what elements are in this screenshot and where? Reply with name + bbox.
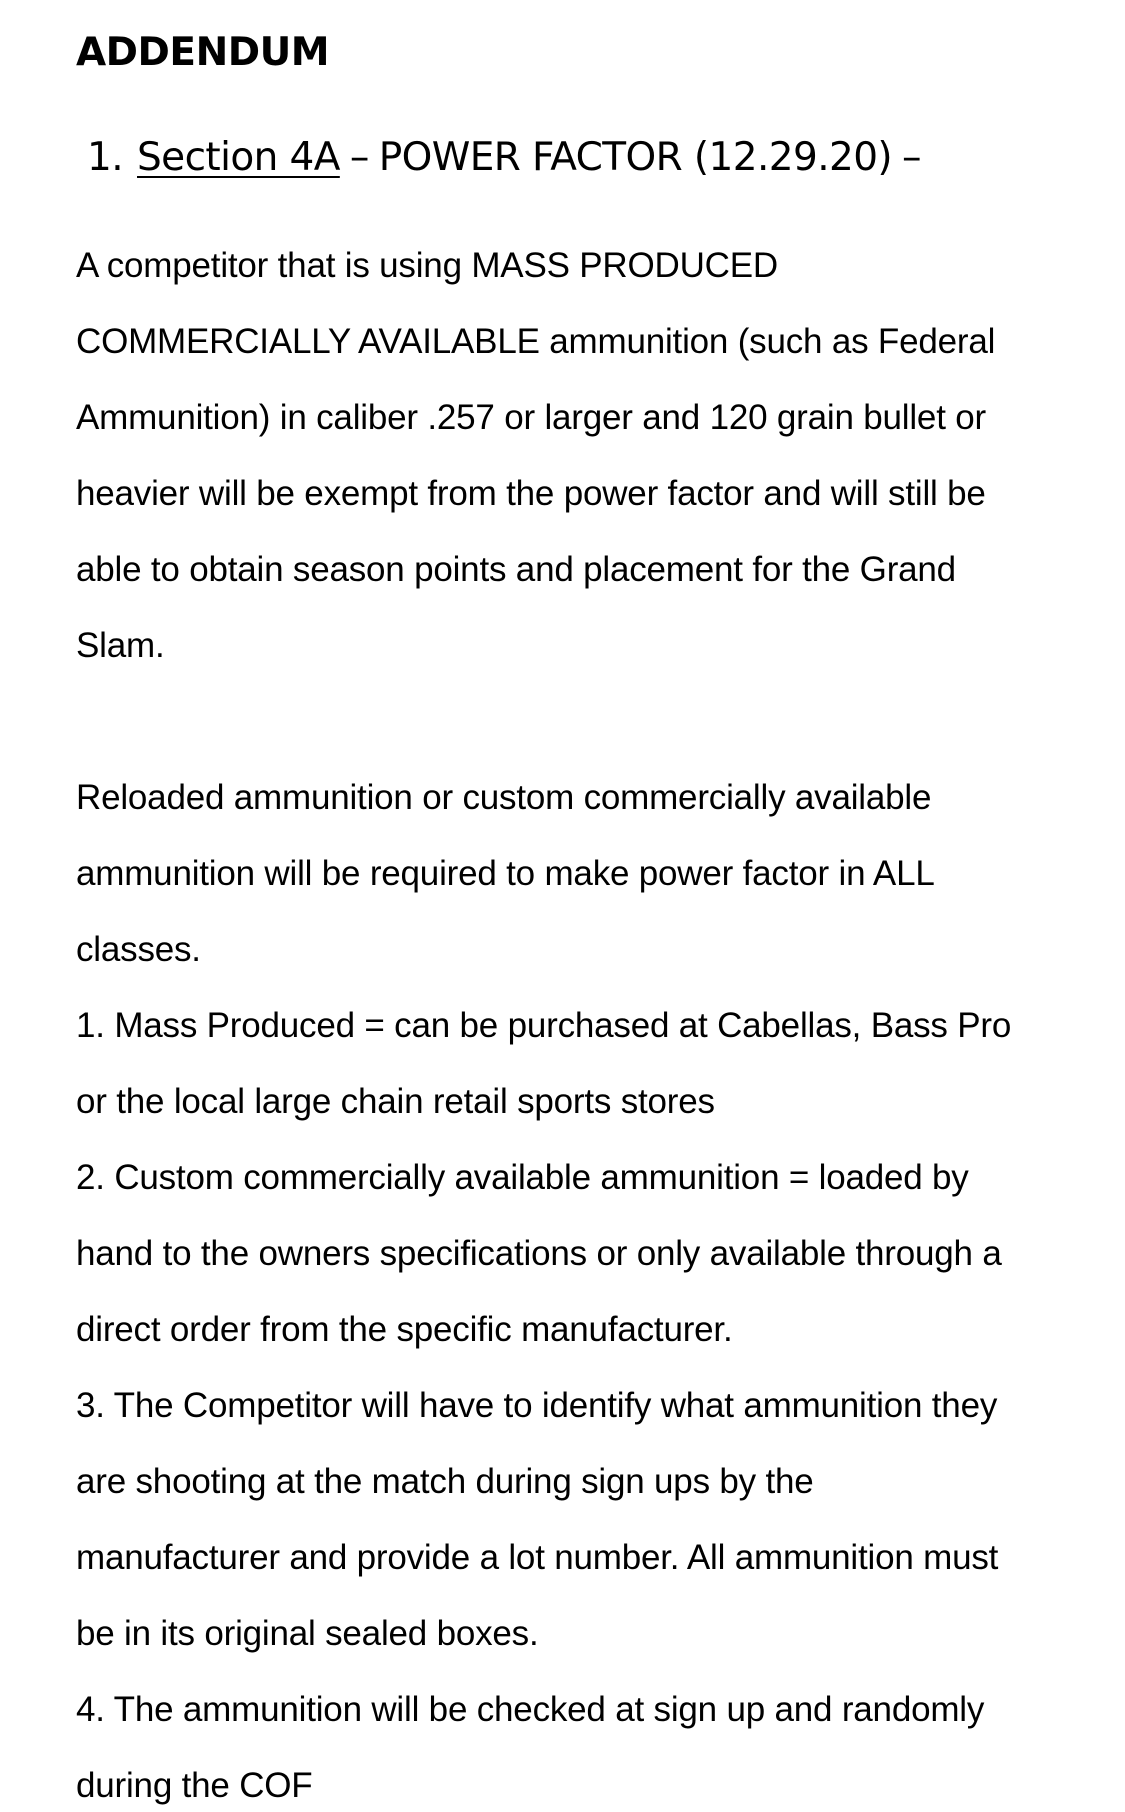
- list-item-line: direct order from the specific manufacturer.: [76, 1310, 733, 1349]
- list-item-line: or the local large chain retail sports stores: [76, 1082, 715, 1121]
- list-item-line: during the COF: [76, 1766, 313, 1805]
- paragraph2-line: Reloaded ammunition or custom commercially available: [76, 778, 932, 817]
- list-item-line: manufacturer and provide a lot number. All ammunition must: [76, 1538, 999, 1577]
- section-trailing-dash: –: [902, 135, 921, 180]
- paragraph2-line: ammunition will be required to make power factor in ALL: [76, 854, 935, 893]
- paragraph1-line: A competitor that is using MASS PRODUCED: [76, 246, 778, 285]
- list-item-line: hand to the owners specifications or only available through a: [76, 1234, 1002, 1273]
- list-item-line: 3. The Competitor will have to identify what ammunition they: [76, 1386, 998, 1425]
- paragraph1-line: able to obtain season points and placement for the Grand: [76, 550, 956, 589]
- paragraph2-line: classes.: [76, 930, 201, 969]
- section-heading: [87, 135, 931, 181]
- paragraph1-line: heavier will be exempt from the power factor and will still be: [76, 474, 986, 513]
- list-item-line: 4. The ammunition will be checked at sign up and randomly: [76, 1690, 985, 1729]
- paragraph1-line: Ammunition) in caliber .257 or larger and 120 grain bullet or: [76, 398, 986, 437]
- section-4a-link[interactable]: Section 4A: [137, 135, 340, 180]
- list-item-line: 2. Custom commercially available ammunition = loaded by: [76, 1158, 969, 1197]
- section-dash: –: [349, 135, 369, 180]
- paragraph1-line: COMMERCIALLY AVAILABLE ammunition (such as Federal: [76, 322, 996, 361]
- addendum-title: ADDENDUM: [76, 30, 330, 75]
- list-item-line: are shooting at the match during sign ups by the: [76, 1462, 814, 1501]
- section-title: POWER FACTOR (12.29.20): [378, 135, 893, 180]
- section-number: 1.: [87, 135, 124, 180]
- list-item-line: be in its original sealed boxes.: [76, 1614, 539, 1653]
- list-item-line: 1. Mass Produced = can be purchased at Cabellas, Bass Pro: [76, 1006, 1012, 1045]
- paragraph1-line: Slam.: [76, 626, 165, 665]
